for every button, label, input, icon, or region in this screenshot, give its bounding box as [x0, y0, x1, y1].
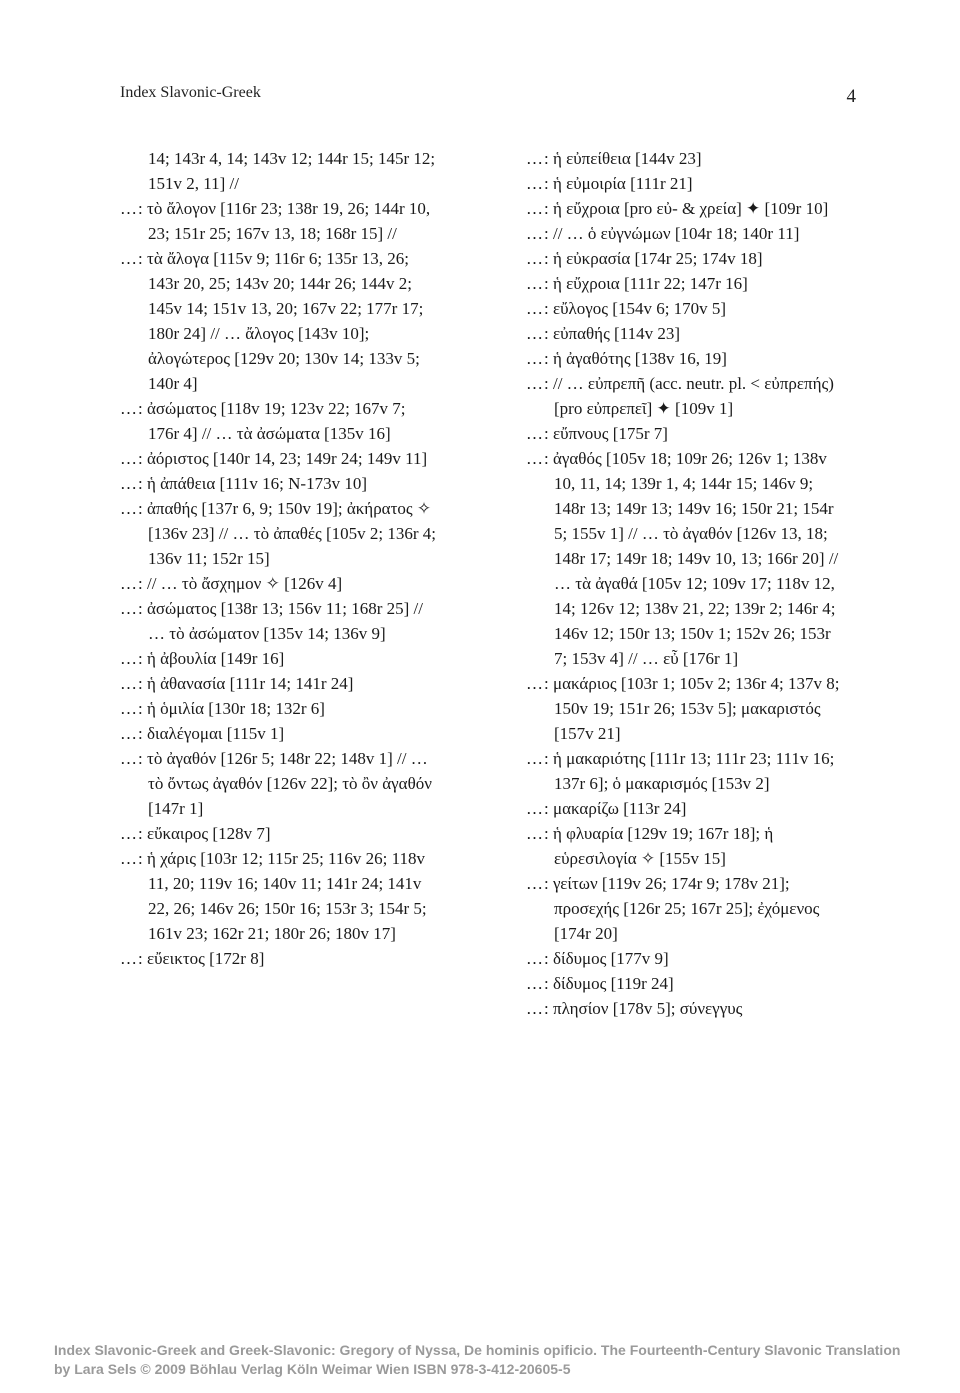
index-entry: …: ἀπαθής [137r 6, 9; 150v 19]; ἀκήρατος ✧ [136v 23] // … τὸ ἀπαθές [105v 2; 136r 4; 136v 11; 152r 15]: [120, 499, 437, 568]
index-entry: …: γείτων [119v 26; 174r 9; 178v 21]; προσεχής [126r 25; 167r 25]; ἐχόμενος [174r 20]: [526, 874, 820, 943]
entry-headword: …: [120, 699, 138, 718]
index-entry: …: ἡ ἀβουλία [149r 16]: [120, 649, 285, 668]
index-entry: …: διαλέγομαι [115v 1]: [120, 724, 285, 743]
index-entry: …: δίδυμος [119r 24]: [526, 974, 674, 993]
index-entry: …: ἡ ἀγαθότης [138v 16, 19]: [526, 349, 727, 368]
entry-headword: …: [526, 149, 544, 168]
entry-gloss: // … εὐπρεπῆ (acc. neutr. pl. < εὐπρεπής) [pro εὐπρεπεῖ] ✦ [109v 1]: [552, 374, 834, 418]
entry-gloss: εὔπνους [175r 7]: [552, 424, 668, 443]
index-entry: …: εὐπαθής [114v 23]: [526, 324, 680, 343]
entry-gloss: ἡ εὔχροια [111r 22; 147r 16]: [552, 274, 748, 293]
entry-gloss: τὰ ἄλογα [115v 9; 116r 6; 135r 13, 26; 143r 20, 25; 143v 20; 144r 26; 144v 2; 145v 14; 151v 13, 20; 167v 22; 177r 17; 180r 24] // … ἄλογος [143v 10]; ἀλογώτερος [129v 20; 130v 14; 133v 5; 140r 4]: [146, 249, 424, 393]
index-entry: …: τὰ ἄλογα [115v 9; 116r 6; 135r 13, 26; 143r 20, 25; 143v 20; 144r 26; 144v 2; 145v 14; 151v 13, 20; 167v 22; 177r 17; 180r 24] // … ἄλογος [143v 10]; ἀλογώτερος [129v 20; 130v 14; 133v 5; 140r 4]: [120, 249, 424, 393]
entry-gloss: ἀπαθής [137r 6, 9; 150v 19]; ἀκήρατος ✧ [136v 23] // … τὸ ἀπαθές [105v 2; 136r 4; 136v 11; 152r 15]: [146, 499, 437, 568]
index-entry: …: εὔπνους [175r 7]: [526, 424, 668, 443]
entry-headword: …: [526, 874, 544, 893]
index-entry: …: ἀγαθός [105v 18; 109r 26; 126v 1; 138v 10, 11, 14; 139r 1, 4; 144r 15; 146v 9; 148r 13; 149r 13; 149v 16; 150r 21; 154r 5; 155v 1] // … τὸ ἀγαθόν [126v 13, 18; 148r 17; 149r 18; 149v 10, 13; 166r 20] // … τὰ ἀγαθά [105v 12; 109v 17; 118v 12, 14; 126v 12; 138v 21, 22; 139r 2; 146r 4; 146v 12; 150r 13; 150v 1; 152v 26; 153r 7; 153v 4] // … εὖ [176r 1]: [526, 449, 839, 668]
entry-headword: …: [120, 399, 138, 418]
entry-headword: …: [120, 474, 138, 493]
entry-headword: …: [526, 174, 544, 193]
copyright-footer: [54, 1341, 934, 1379]
entry-gloss: ἀσώματος [118v 19; 123v 22; 167v 7; 176r 4] // … τὰ ἀσώματα [135v 16]: [146, 399, 406, 443]
index-entry: …: ἡ ὁμιλία [130r 18; 132r 6]: [120, 699, 325, 718]
entry-headword: …: [526, 749, 544, 768]
entry-headword: …: [526, 374, 544, 393]
entry-gloss: ἀγαθός [105v 18; 109r 26; 126v 1; 138v 10, 11, 14; 139r 1, 4; 144r 15; 146v 9; 148r 13; 149r 13; 149v 16; 150r 21; 154r 5; 155v 1] // … τὸ ἀγαθόν [126v 13, 18; 148r 17; 149r 18; 149v 10, 13; 166r 20] // … τὰ ἀγαθά [105v 12; 109v 17; 118v 12, 14; 126v 12; 138v 21, 22; 139r 2; 146r 4; 146v 12; 150r 13; 150v 1; 152v 26; 153r 7; 153v 4] // … εὖ [176r 1]: [552, 449, 839, 668]
entry-gloss: ἡ εὐμοιρία [111r 21]: [552, 174, 693, 193]
entry-headword: …: [120, 849, 138, 868]
entry-headword: …: [526, 799, 544, 818]
entry-headword: …: [120, 824, 138, 843]
index-entry: …: ἡ εὔχροια [pro εὐ- & χρεία] ✦ [109r 10]: [526, 199, 829, 218]
entry-headword: …: [120, 674, 138, 693]
entry-headword: …: [120, 499, 138, 518]
entry-gloss: τὸ ἄλογον [116r 23; 138r 19, 26; 144r 10, 23; 151r 25; 167v 13, 18; 168r 15] //: [146, 199, 431, 243]
entry-headword: …: [120, 574, 138, 593]
index-entry: …: τὸ ἀγαθόν [126r 5; 148r 22; 148v 1] // … τὸ ὄντως ἀγαθόν [126v 22]; τὸ ὂν ἀγαθόν [147r 1]: [120, 749, 432, 818]
index-entry: …: πλησίον [178v 5]; σύνεγγυς: [526, 999, 743, 1018]
entry-gloss: ἡ φλυαρία [129v 19; 167r 18]; ἡ εὑρεσιλογία ✧ [155v 15]: [552, 824, 774, 868]
entry-gloss: ἀσώματος [138r 13; 156v 11; 168r 25] // … τὸ ἀσώματον [135v 14; 136v 9]: [146, 599, 423, 643]
entry-gloss: ἡ μακαριότης [111r 13; 111r 23; 111v 16; 137r 6]; ὁ μακαρισμός [153v 2]: [552, 749, 835, 793]
entry-gloss: μακάριος [103r 1; 105v 2; 136r 4; 137v 8; 150v 19; 151r 26; 153v 5]; μακαριστός [157v 21]: [552, 674, 840, 743]
entry-headword: …: [120, 949, 138, 968]
entry-gloss: τὸ ἀγαθόν [126r 5; 148r 22; 148v 1] // … τὸ ὄντως ἀγαθόν [126v 22]; τὸ ὂν ἀγαθόν [147r 1]: [146, 749, 432, 818]
index-entry: …: δίδυμος [177v 9]: [526, 949, 669, 968]
index-entry: [120, 146, 438, 196]
entry-gloss: εὔλογος [154v 6; 170v 5]: [552, 299, 727, 318]
entry-headword: …: [120, 724, 138, 743]
entry-headword: …: [120, 649, 138, 668]
index-entry: …: ἡ εὐπείθεια [144v 23]: [526, 149, 702, 168]
entry-gloss: εὐπαθής [114v 23]: [552, 324, 680, 343]
entry-gloss: ἡ ἀβουλία [149r 16]: [146, 649, 285, 668]
index-entry: …: ἀσώματος [138r 13; 156v 11; 168r 25] // … τὸ ἀσώματον [135v 14; 136v 9]: [120, 599, 423, 643]
running-head: Index Slavonic-Greek: [120, 84, 261, 101]
entry-gloss: // … ὁ εὐγνώμων [104r 18; 140r 11]: [552, 224, 800, 243]
page-number: 4: [846, 86, 856, 107]
entry-gloss: ἡ ἀπάθεια [111v 16; N-173v 10]: [146, 474, 368, 493]
footer-line-1: Index Slavonic-Greek and Greek-Slavonic: Gregory of Nyssa, De hominis opificio. The Fourteenth-Century Slavonic Translation: [54, 1342, 901, 1358]
entry-headword: …: [526, 999, 544, 1018]
index-entry: …: ἡ εὐμοιρία [111r 21]: [526, 174, 693, 193]
index-entry: …: ἡ ἀθανασία [111r 14; 141r 24]: [120, 674, 354, 693]
entry-headword: …: [526, 324, 544, 343]
entry-headword: …: [526, 274, 544, 293]
index-entry: …: ἀσώματος [118v 19; 123v 22; 167v 7; 176r 4] // … τὰ ἀσώματα [135v 16]: [120, 399, 406, 443]
entry-gloss: 14; 143r 4, 14; 143v 12; 144r 15; 145r 12; 151v 2, 11] //: [148, 149, 436, 193]
index-entry: …: ἡ μακαριότης [111r 13; 111r 23; 111v 16; 137r 6]; ὁ μακαρισμός [153v 2]: [526, 749, 835, 793]
entry-headword: …: [526, 349, 544, 368]
index-entry: …: ἡ φλυαρία [129v 19; 167r 18]; ἡ εὑρεσιλογία ✧ [155v 15]: [526, 824, 774, 868]
entry-headword: …: [526, 949, 544, 968]
entry-gloss: ἡ ὁμιλία [130r 18; 132r 6]: [146, 699, 325, 718]
entry-headword: …: [120, 449, 138, 468]
entry-gloss: ἡ χάρις [103r 12; 115r 25; 116v 26; 118v 11, 20; 119v 16; 140v 11; 141r 24; 141v 22, 26; 146v 26; 150r 16; 153r 3; 154r 5; 161v 23; 162r 21; 180r 26; 180v 17]: [146, 849, 427, 943]
index-entry: …: ἡ χάρις [103r 12; 115r 25; 116v 26; 118v 11, 20; 119v 16; 140v 11; 141r 24; 141v 22, 26; 146v 26; 150r 16; 153r 3; 154r 5; 161v 23; 162r 21; 180r 26; 180v 17]: [120, 849, 427, 943]
entry-gloss: ἀόριστος [140r 14, 23; 149r 24; 149v 11]: [146, 449, 428, 468]
entry-headword: …: [526, 249, 544, 268]
index-entry: …: // … εὐπρεπῆ (acc. neutr. pl. < εὐπρεπής) [pro εὐπρεπεῖ] ✦ [109v 1]: [526, 374, 834, 418]
entry-headword: …: [120, 199, 138, 218]
entry-headword: …: [526, 449, 544, 468]
index-entry: …: εὔλογος [154v 6; 170v 5]: [526, 299, 727, 318]
entry-headword: …: [526, 974, 544, 993]
index-entry: …: ἡ εὔχροια [111r 22; 147r 16]: [526, 274, 748, 293]
entry-headword: …: [526, 199, 544, 218]
entry-headword: …: [526, 824, 544, 843]
index-entry: …: μακάριος [103r 1; 105v 2; 136r 4; 137v 8; 150v 19; 151r 26; 153v 5]; μακαριστός [157v 21]: [526, 674, 840, 743]
footer-line-2: by Lara Sels © 2009 Böhlau Verlag Köln Weimar Wien ISBN 978-3-412-20605-5: [54, 1361, 571, 1377]
index-column-right: [526, 146, 844, 1021]
index-entry: …: // … τὸ ἄσχημον ✧ [126v 4]: [120, 574, 343, 593]
entry-headword: …: [526, 224, 544, 243]
index-entry: …: τὸ ἄλογον [116r 23; 138r 19, 26; 144r 10, 23; 151r 25; 167v 13, 18; 168r 15] //: [120, 199, 431, 243]
entry-headword: …: [120, 249, 138, 268]
entry-gloss: διαλέγομαι [115v 1]: [146, 724, 285, 743]
entry-gloss: ἡ ἀγαθότης [138v 16, 19]: [552, 349, 727, 368]
entry-headword: …: [120, 749, 138, 768]
entry-gloss: ἡ ἀθανασία [111r 14; 141r 24]: [146, 674, 354, 693]
index-column-left: [120, 146, 438, 971]
index-entry: …: εὔεικτος [172r 8]: [120, 949, 265, 968]
entry-gloss: μακαρίζω [113r 24]: [552, 799, 687, 818]
entry-gloss: γείτων [119v 26; 174r 9; 178v 21]; προσεχής [126r 25; 167r 25]; ἐχόμενος [174r 20]: [552, 874, 820, 943]
entry-gloss: πλησίον [178v 5]; σύνεγγυς: [552, 999, 743, 1018]
entry-gloss: // … τὸ ἄσχημον ✧ [126v 4]: [146, 574, 343, 593]
index-entry: …: μακαρίζω [113r 24]: [526, 799, 687, 818]
index-entry: …: ἀόριστος [140r 14, 23; 149r 24; 149v 11]: [120, 449, 428, 468]
entry-headword: …: [526, 424, 544, 443]
entry-gloss: εὔεικτος [172r 8]: [146, 949, 265, 968]
entry-headword: …: [120, 599, 138, 618]
entry-gloss: ἡ εὔχροια [pro εὐ- & χρεία] ✦ [109r 10]: [552, 199, 829, 218]
index-entry: …: ἡ εὐκρασία [174r 25; 174v 18]: [526, 249, 763, 268]
entry-gloss: ἡ εὐκρασία [174r 25; 174v 18]: [552, 249, 763, 268]
index-entry: …: εὔκαιρος [128v 7]: [120, 824, 271, 843]
entry-headword: …: [526, 299, 544, 318]
index-entry: …: // … ὁ εὐγνώμων [104r 18; 140r 11]: [526, 224, 800, 243]
entry-gloss: ἡ εὐπείθεια [144v 23]: [552, 149, 702, 168]
entry-gloss: εὔκαιρος [128v 7]: [146, 824, 271, 843]
index-entry: …: ἡ ἀπάθεια [111v 16; N-173v 10]: [120, 474, 368, 493]
entry-gloss: δίδυμος [177v 9]: [552, 949, 669, 968]
entry-headword: …: [526, 674, 544, 693]
entry-gloss: δίδυμος [119r 24]: [552, 974, 674, 993]
